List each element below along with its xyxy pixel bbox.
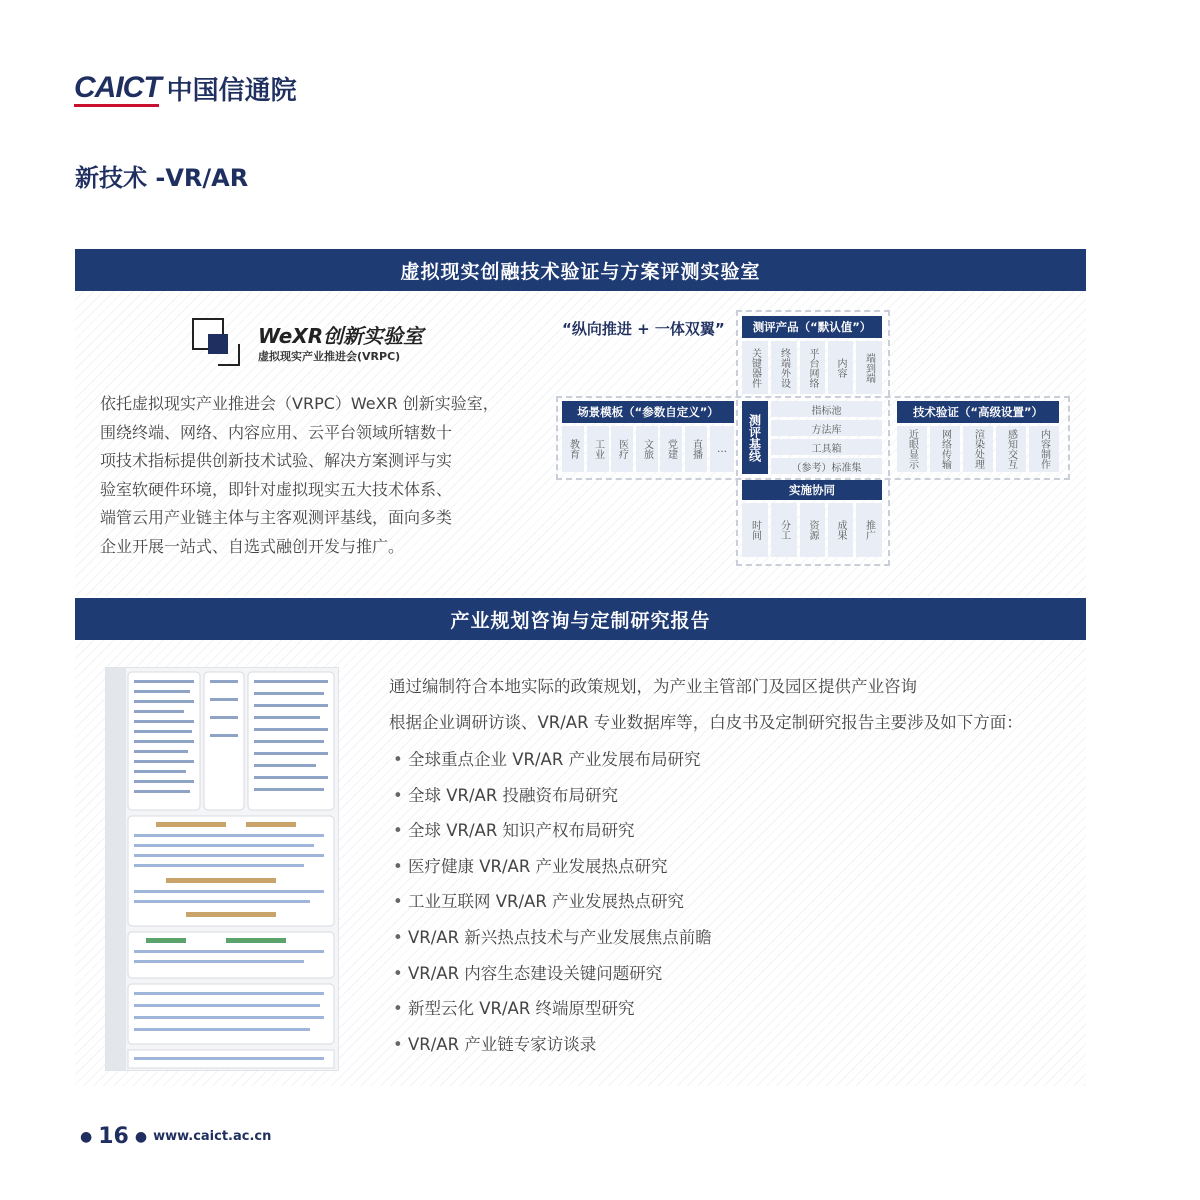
core-item: （参考）标准集 (771, 458, 882, 474)
lab-description (100, 390, 510, 561)
bottom-item: 时间 (742, 503, 768, 557)
left-item: 工业 (587, 426, 609, 472)
logo-latin: CAICT (74, 71, 161, 104)
list-item: • 医疗健康 VR/AR 产业发展热点研究 (393, 855, 712, 891)
bottom-item: 推广 (856, 503, 882, 557)
page-number: 16 (98, 1124, 129, 1149)
right-item: 感知交互 (996, 426, 1026, 472)
right-item: 近眼显示 (897, 426, 927, 472)
top-header: 测评产品（“默认值”） (742, 316, 882, 338)
diagram-slogan: “纵向推进 + 一体双翼” (562, 320, 725, 338)
paragraph-line: 企业开展一站式、自选式融创开发与推广。 (100, 536, 405, 556)
left-item: 教育 (562, 426, 584, 472)
core-item: 工具箱 (771, 439, 882, 455)
paragraph-line: 验室软硬件环境，即针对虚拟现实五大技术体系、 (100, 479, 453, 499)
left-item: 党建 (660, 426, 682, 472)
logo-chinese: 中国信通院 (166, 75, 297, 106)
right-item: 内容制作 (1029, 426, 1059, 472)
left-item: 文旅 (636, 426, 658, 472)
caict-logo (74, 70, 297, 106)
right-header: 技术验证（“高级设置”） (897, 401, 1059, 423)
bullet-dot-icon: ● (134, 1128, 148, 1145)
list-item: • 全球 VR/AR 知识产权布局研究 (393, 819, 712, 855)
page-title: 新技术 -VR/AR (75, 164, 249, 192)
top-item: 端到端 (856, 341, 882, 394)
page-footer (74, 1124, 271, 1149)
list-item: • VR/AR 新兴热点技术与产业发展焦点前瞻 (393, 926, 712, 962)
paragraph-line: 围绕终端、网络、内容应用、云平台领域所辖数十 (100, 422, 453, 442)
report-topics-list (393, 748, 712, 1068)
left-header: 场景模板（“参数自定义”） (562, 401, 734, 423)
paragraph-line: 依托虚拟现实产业推进会（VRPC）WeXR 创新实验室， (100, 394, 499, 413)
list-item: • 工业互联网 VR/AR 产业发展热点研究 (393, 890, 712, 926)
bottom-header: 实施协同 (742, 480, 882, 500)
top-item: 终端外设 (771, 341, 797, 394)
bullet-dot-icon: ● (80, 1128, 93, 1145)
intro-line-1: 通过编制符合本地实际的政策规划，为产业主管部门及园区提供产业咨询 (389, 677, 917, 696)
paragraph-line: 项技术指标提供创新技术试验、解决方案测评与实 (100, 451, 453, 470)
list-item: • 新型云化 VR/AR 终端原型研究 (393, 997, 712, 1033)
list-item: • 全球重点企业 VR/AR 产业发展布局研究 (393, 748, 712, 784)
list-item: • 全球 VR/AR 投融资布局研究 (393, 784, 712, 820)
bottom-item: 分工 (771, 503, 797, 557)
top-item: 平台网络 (800, 341, 825, 394)
list-item: • VR/AR 内容生态建设关键问题研究 (393, 962, 712, 998)
lab-subtitle: 虚拟现实产业推进会(VRPC) (258, 350, 401, 363)
paragraph-line: 端管云用产业链主体与主客观测评基线，面向多类 (100, 508, 453, 527)
wexr-logo-icon (192, 318, 240, 366)
right-item: 渲染处理 (963, 426, 993, 472)
right-item: 网络传输 (930, 426, 960, 472)
core-item: 方法库 (771, 420, 882, 436)
left-item: … (710, 426, 734, 472)
top-item: 关键器件 (742, 341, 768, 394)
section2-banner: 产业规划咨询与定制研究报告 (75, 598, 1086, 640)
left-item: 医疗 (611, 426, 633, 472)
industry-map-image (105, 667, 339, 1071)
intro-line-2: 根据企业调研访谈、VR/AR 专业数据库等，白皮书及定制研究报告主要涉及如下方面： (389, 713, 1023, 732)
top-item: 内容 (828, 341, 853, 394)
lab-name: WeXR创新实验室 (258, 324, 424, 348)
core-label: 测评基线 (742, 401, 768, 474)
core-item: 指标池 (771, 401, 882, 417)
left-item: 直播 (685, 426, 707, 472)
list-item: • VR/AR 产业链专家访谈录 (393, 1033, 712, 1069)
section1-banner: 虚拟现实创融技术验证与方案评测实验室 (75, 249, 1086, 291)
bottom-item: 成果 (828, 503, 853, 557)
footer-url[interactable]: www.caict.ac.cn (153, 1129, 272, 1144)
bottom-item: 资源 (800, 503, 825, 557)
